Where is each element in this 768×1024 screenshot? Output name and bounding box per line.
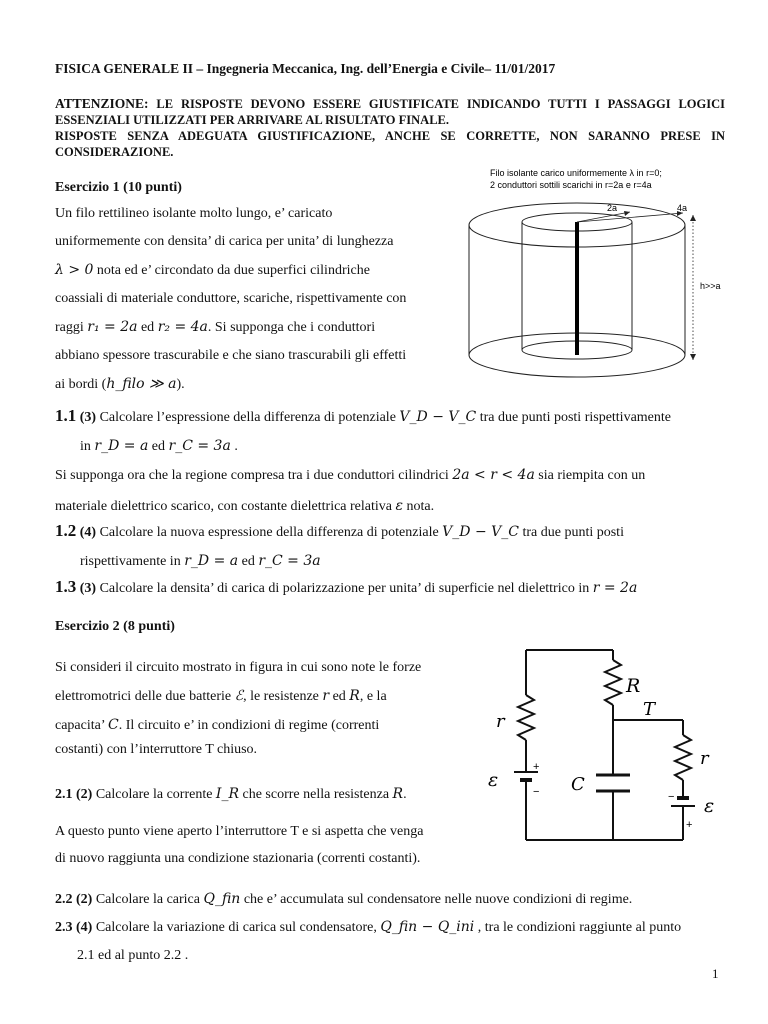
label-emf-left: ε [488,769,499,791]
question-number: 1.2 [55,521,77,540]
question-2-1 [55,780,475,809]
left-battery-plus: + [533,761,540,773]
text-span: che e’ accumulata sul condensatore nelle nuove condizioni di regime. [240,892,633,907]
left-resistor [518,695,534,740]
text-span: , e la [359,689,387,704]
text-line [55,313,450,342]
text-line [55,370,450,399]
right-battery-plus: + [686,819,693,831]
label-2a: 2a [607,203,618,213]
question-points: (4) [79,525,97,540]
question-points: (3) [79,581,97,596]
exercise-1-title: Esercizio 1 (10 punti) [55,180,182,195]
question-number: 2.3 [55,920,73,935]
label-R: R [626,675,641,697]
text-line: di nuovo raggiunta una condizione stazionaria (correnti costanti). [55,851,421,866]
label-T: T [643,699,656,720]
radius-4a-arrow [577,213,683,222]
text-line [55,402,735,432]
question-1-2 [55,517,735,576]
question-2-2 [55,885,755,914]
math-Qfin-Qini: Q_fin − Q_ini [380,919,475,935]
cylinder-diagram [455,165,735,385]
exercise-2-title: Esercizio 2 (8 punti) [55,619,175,634]
question-number: 1.3 [55,577,77,596]
dielectric-text [55,460,735,522]
text-span: . [403,787,407,802]
text-line [55,460,735,491]
text-span: , le resistenze [243,689,323,704]
text-span: nota. [403,499,435,514]
math-Qfin: Q_fin [203,891,241,907]
height-arrow-top [690,215,696,221]
text-line: 2.1 ed al punto 2.2 . [77,948,189,963]
text-span: Calcolare la corrente [92,787,216,802]
label-r-left: r [496,711,505,732]
math-lambda: λ > 0 [55,262,94,278]
question-1-1 [55,402,735,461]
text-span: capacita’ [55,718,108,733]
text-line: Un filo rettilineo isolante molto lungo, e’ caricato [55,206,333,221]
question-points: (2) [76,787,93,802]
text-span: Calcolare la nuova espressione della differenza di potenziale [96,525,443,540]
text-span: ed [148,439,169,454]
text-span: ). [176,377,185,392]
right-battery-minus: − [668,791,675,803]
text-span: elettromotrici delle due batterie [55,689,235,704]
math-rc: r_C = 3a [258,553,321,569]
text-span: Calcolare la variazione di carica sul condensatore, [92,920,381,935]
text-span: tra due punti posti rispettivamente [476,410,671,425]
math-hfilo: h_filo ≫ a [106,376,177,392]
math-IR: I_R [215,786,239,802]
question-1-3 [55,573,745,603]
text-span: . Il circuito e’ in condizioni di regime (correnti [118,718,380,733]
attention-line-3: RISPOSTE SENZA ADEGUATA GIUSTIFICAZIONE, ANCHE SE CORRETTE, NON SARANNO PRESE IN [55,129,725,143]
text-span: sia riempita con un [534,468,646,483]
page-title: FISICA GENERALE II – Ingegneria Meccanica, Ing. dell’Energia e Civile– 11/01/2017 [55,61,556,76]
text-span: ed [137,320,158,335]
text-span: ai bordi ( [55,377,107,392]
math-R: R [349,688,360,704]
text-line: A questo punto viene aperto l’interruttore T e si aspetta che venga [55,824,424,839]
label-emf-right: ε [704,795,715,817]
question-points: (4) [76,920,93,935]
text-line [55,913,755,942]
text-span: Si supponga ora che la regione compresa tra i due conduttori cilindrici [55,468,453,483]
height-arrow-bottom [690,354,696,360]
attention-label: ATTENZIONE: [55,96,149,111]
math-r2: r₂ = 4a [157,319,208,335]
question-number: 2.2 [55,892,73,907]
attention-line-4: CONSIDERAZIONE. [55,145,174,159]
text-span: ed [329,689,350,704]
text-span: Calcolare la carica [92,892,204,907]
math-C: C [107,717,119,733]
text-line: Si consideri il circuito mostrato in figura in cui sono note le forze [55,660,422,675]
text-span: . [230,439,238,454]
text-line: uniformemente con densita’ di carica per unita’ di lunghezza [55,234,394,249]
text-line [55,517,735,547]
question-points: (2) [76,892,93,907]
text-line [55,432,735,461]
label-r-right: r [700,748,709,769]
math-vd-vc: V_D − V_C [399,409,477,425]
math-epsilon: ε [395,498,404,514]
math-r2a: r = 2a [592,580,638,596]
right-resistor [675,735,691,780]
math-vd-vc: V_D − V_C [442,524,519,540]
math-rd: r_D = a [184,553,239,569]
text-span: in [80,439,95,454]
text-line [55,547,735,576]
figure-caption-1: Filo isolante carico uniformemente λ in r=0; [490,168,662,178]
exercise-2-text [55,654,475,760]
cylinder-figure [455,165,735,385]
figure-caption-2: 2 conduttori sottili scarichi in r=2a e r=4a [490,180,652,190]
math-r1: r₁ = 2a [87,319,138,335]
text-span: . Si supponga che i conduttori [207,320,376,335]
text-span: rispettivamente in [80,554,185,569]
math-r: r [322,688,330,704]
text-line: abbiano spessore trascurabile e che siano trascurabili gli effetti [55,348,407,363]
text-span: che scorre nella resistenza [239,787,393,802]
arrow-head-2a [624,211,630,216]
circuit-figure [478,640,728,850]
text-span: raggi [55,320,88,335]
text-line [55,256,450,285]
text-span: tra due punti posti [518,525,624,540]
label-height: h>>a [700,281,721,291]
attention-line-1: LE RISPOSTE DEVONO ESSERE GIUSTIFICATE INDICANDO TUTTI I PASSAGGI LOGICI [156,97,725,111]
circuit-diagram [478,640,728,850]
math-emf: ℰ [234,688,244,704]
text-line: coassiali di materiale conduttore, scariche, rispettivamente con [55,291,407,306]
text-line [55,682,475,711]
text-span: Calcolare l’espressione della differenza di potenziale [96,410,400,425]
math-R: R [392,786,404,802]
exercise-1-text [55,200,450,399]
text-span: materiale dielettrico scarico, con costante dielettrica relativa [55,499,396,514]
text-span: Calcolare la densita’ di carica di polarizzazione per unita’ di superficie nel dielettrico in [96,581,593,596]
label-C: C [571,774,585,795]
page-number: 1 [712,966,719,981]
math-range: 2a < r < 4a [452,467,535,483]
text-span: ed [238,554,259,569]
attention-block [55,96,725,160]
math-rc: r_C = 3a [168,438,231,454]
text-line [55,711,475,740]
label-4a: 4a [677,203,688,213]
left-battery-minus: − [533,786,540,798]
question-number: 2.1 [55,787,73,802]
question-number: 1.1 [55,406,77,425]
text-span: nota ed e’ circondato da due superfici cilindriche [93,263,370,278]
exercise-2-switch-text [55,818,485,872]
text-line: costanti) con l’interruttore T chiuso. [55,742,258,757]
attention-line-2: ESSENZIALI UTILIZZATI PER ARRIVARE AL RISULTATO FINALE. [55,113,450,127]
question-points: (3) [79,410,97,425]
question-2-3 [55,913,755,970]
text-span: , tra le condizioni raggiunte al punto [474,920,682,935]
math-rd: r_D = a [94,438,149,454]
R-resistor [605,660,621,705]
